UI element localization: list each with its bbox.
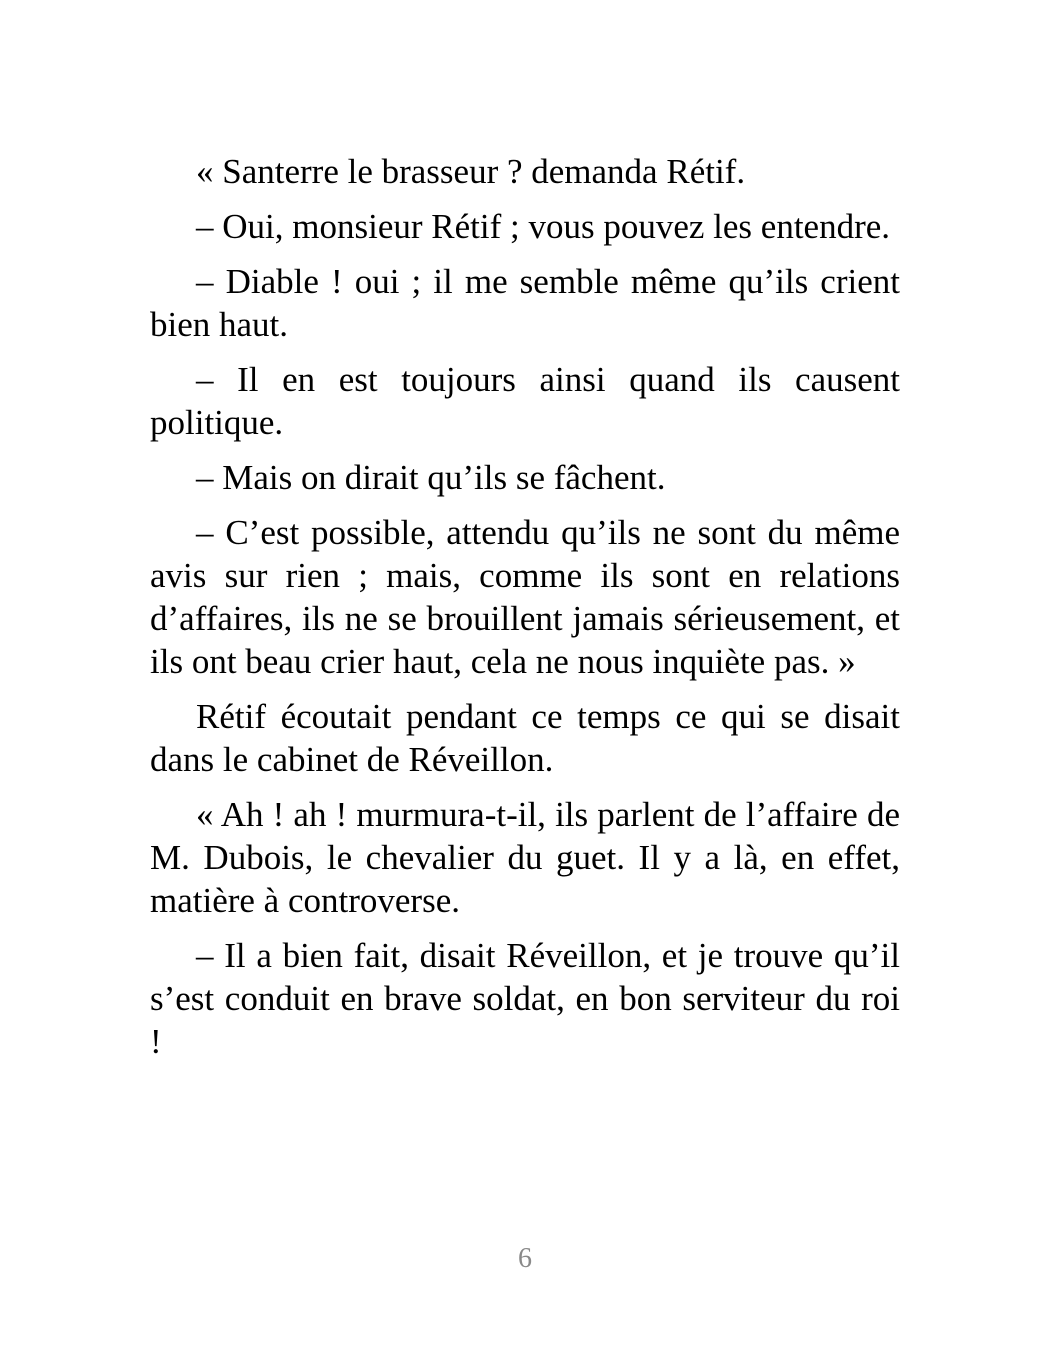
paragraph-8: « Ah ! ah ! murmura-t-il, ils parlent de l’affaire de M. Dubois, le chevalier du guet. Il y a là, en effet, matière à controverse. xyxy=(150,795,900,920)
paragraph-3: – Diable ! oui ; il me semble même qu’ils crient bien haut. xyxy=(150,262,900,344)
paragraph-6: – C’est possible, attendu qu’ils ne sont du même avis sur rien ; mais, comme ils sont en relations d’affaires, ils ne se brouillent jamais sérieusement, et ils ont beau crier haut, cela ne nous inquiète pas. » xyxy=(150,513,900,681)
page-number: 6 xyxy=(518,1243,532,1274)
page-body xyxy=(150,150,900,1075)
paragraph-9: – Il a bien fait, disait Réveillon, et je trouve qu’il s’est conduit en brave soldat, en bon serviteur du roi ! xyxy=(150,936,900,1061)
paragraph-1: « Santerre le brasseur ? demanda Rétif. xyxy=(196,152,746,191)
paragraph-2: – Oui, monsieur Rétif ; vous pouvez les entendre. xyxy=(196,207,891,246)
paragraph-5: – Mais on dirait qu’ils se fâchent. xyxy=(196,458,666,497)
paragraph-7: Rétif écoutait pendant ce temps ce qui se disait dans le cabinet de Réveillon. xyxy=(150,697,900,779)
paragraph-4: – Il en est toujours ainsi quand ils causent politique. xyxy=(150,360,900,442)
